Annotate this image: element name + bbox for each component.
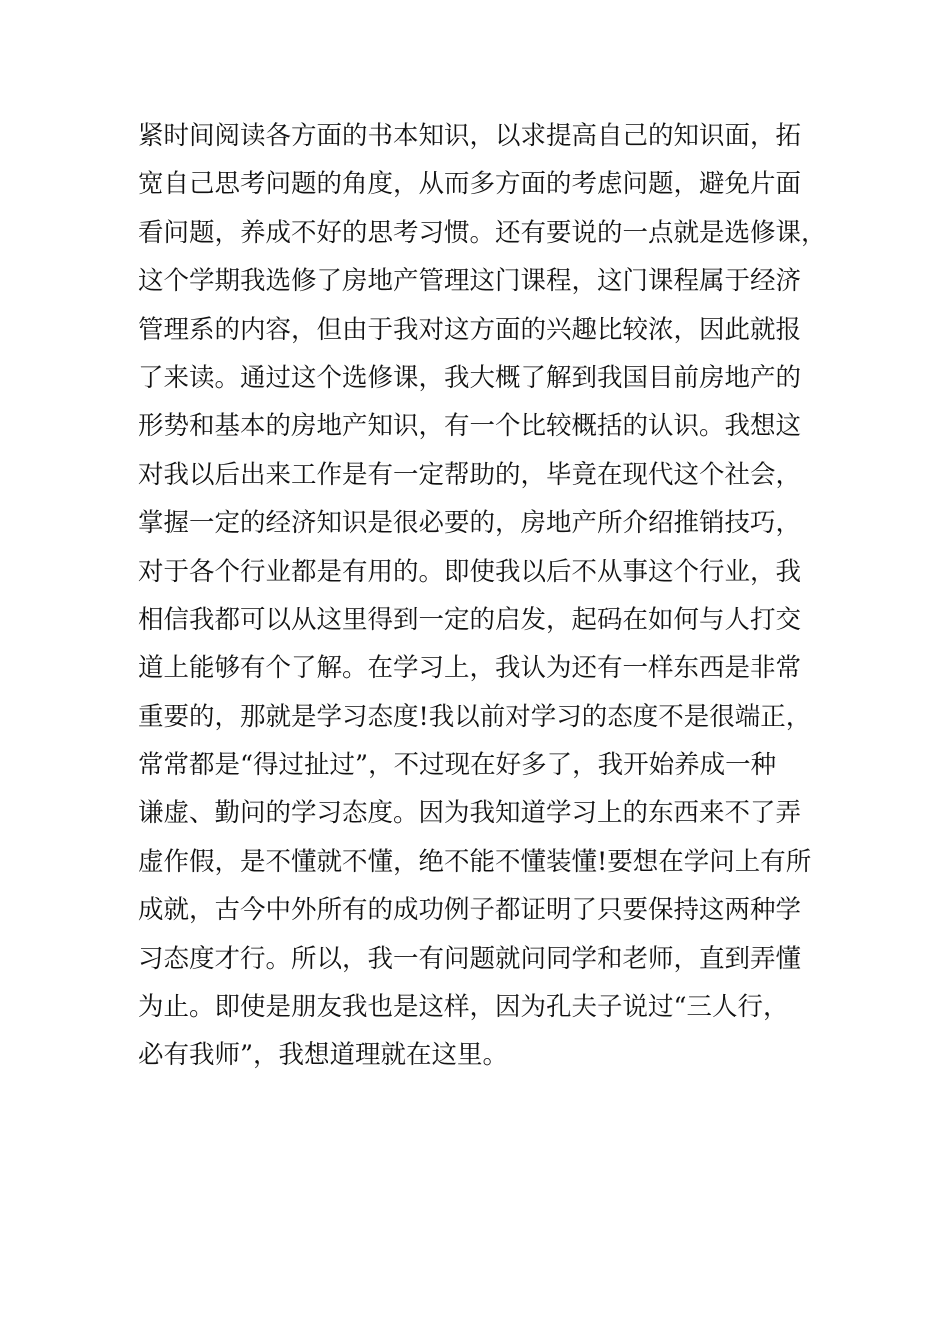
text-line: 了来读。通过这个选修课，我大概了解到我国目前房地产的 [138,362,802,393]
text-line: 看问题，养成不好的思考习惯。还有要说的一点就是选修课， [138,217,827,248]
text-line: 相信我都可以从这里得到一定的启发，起码在如何与人打交 [138,604,802,635]
text-line: 虚作假，是不懂就不懂，绝不能不懂装懂!要想在学问上有所 [138,846,812,877]
body-paragraph [138,112,828,1080]
text-line: 对于各个行业都是有用的。即使我以后不从事这个行业，我 [138,556,802,587]
text-line: 管理系的内容，但由于我对这方面的兴趣比较浓，因此就报 [138,314,802,345]
text-line: 成就，古今中外所有的成功例子都证明了只要保持这两种学 [138,895,802,926]
text-line: 常常都是“得过扯过”，不过现在好多了，我开始养成一种 [138,750,777,781]
text-line: 宽自己思考问题的角度，从而多方面的考虑问题，避免片面 [138,169,802,200]
text-line: 重要的，那就是学习态度!我以前对学习的态度不是很端正， [138,701,812,732]
text-line: 谦虚、勤问的学习态度。因为我知道学习上的东西来不了弄 [138,798,802,829]
text-line: 道上能够有个了解。在学习上，我认为还有一样东西是非常 [138,653,802,684]
text-line: 紧时间阅读各方面的书本知识，以求提高自己的知识面，拓 [138,121,802,151]
text-line: 对我以后出来工作是有一定帮助的，毕竟在现代这个社会， [138,459,802,490]
text-line: 习态度才行。所以，我一有问题就问同学和老师，直到弄懂 [138,943,802,974]
text-line: 形势和基本的房地产知识，有一个比较概括的认识。我想这 [138,411,802,442]
text-line: 掌握一定的经济知识是很必要的，房地产所介绍推销技巧， [138,508,802,539]
text-line: 为止。即使是朋友我也是这样，因为孔夫子说过“三人行， [138,992,789,1023]
text-line: 这个学期我选修了房地产管理这门课程，这门课程属于经济 [138,266,802,297]
text-line: 必有我师”，我想道理就在这里。 [138,1040,509,1071]
